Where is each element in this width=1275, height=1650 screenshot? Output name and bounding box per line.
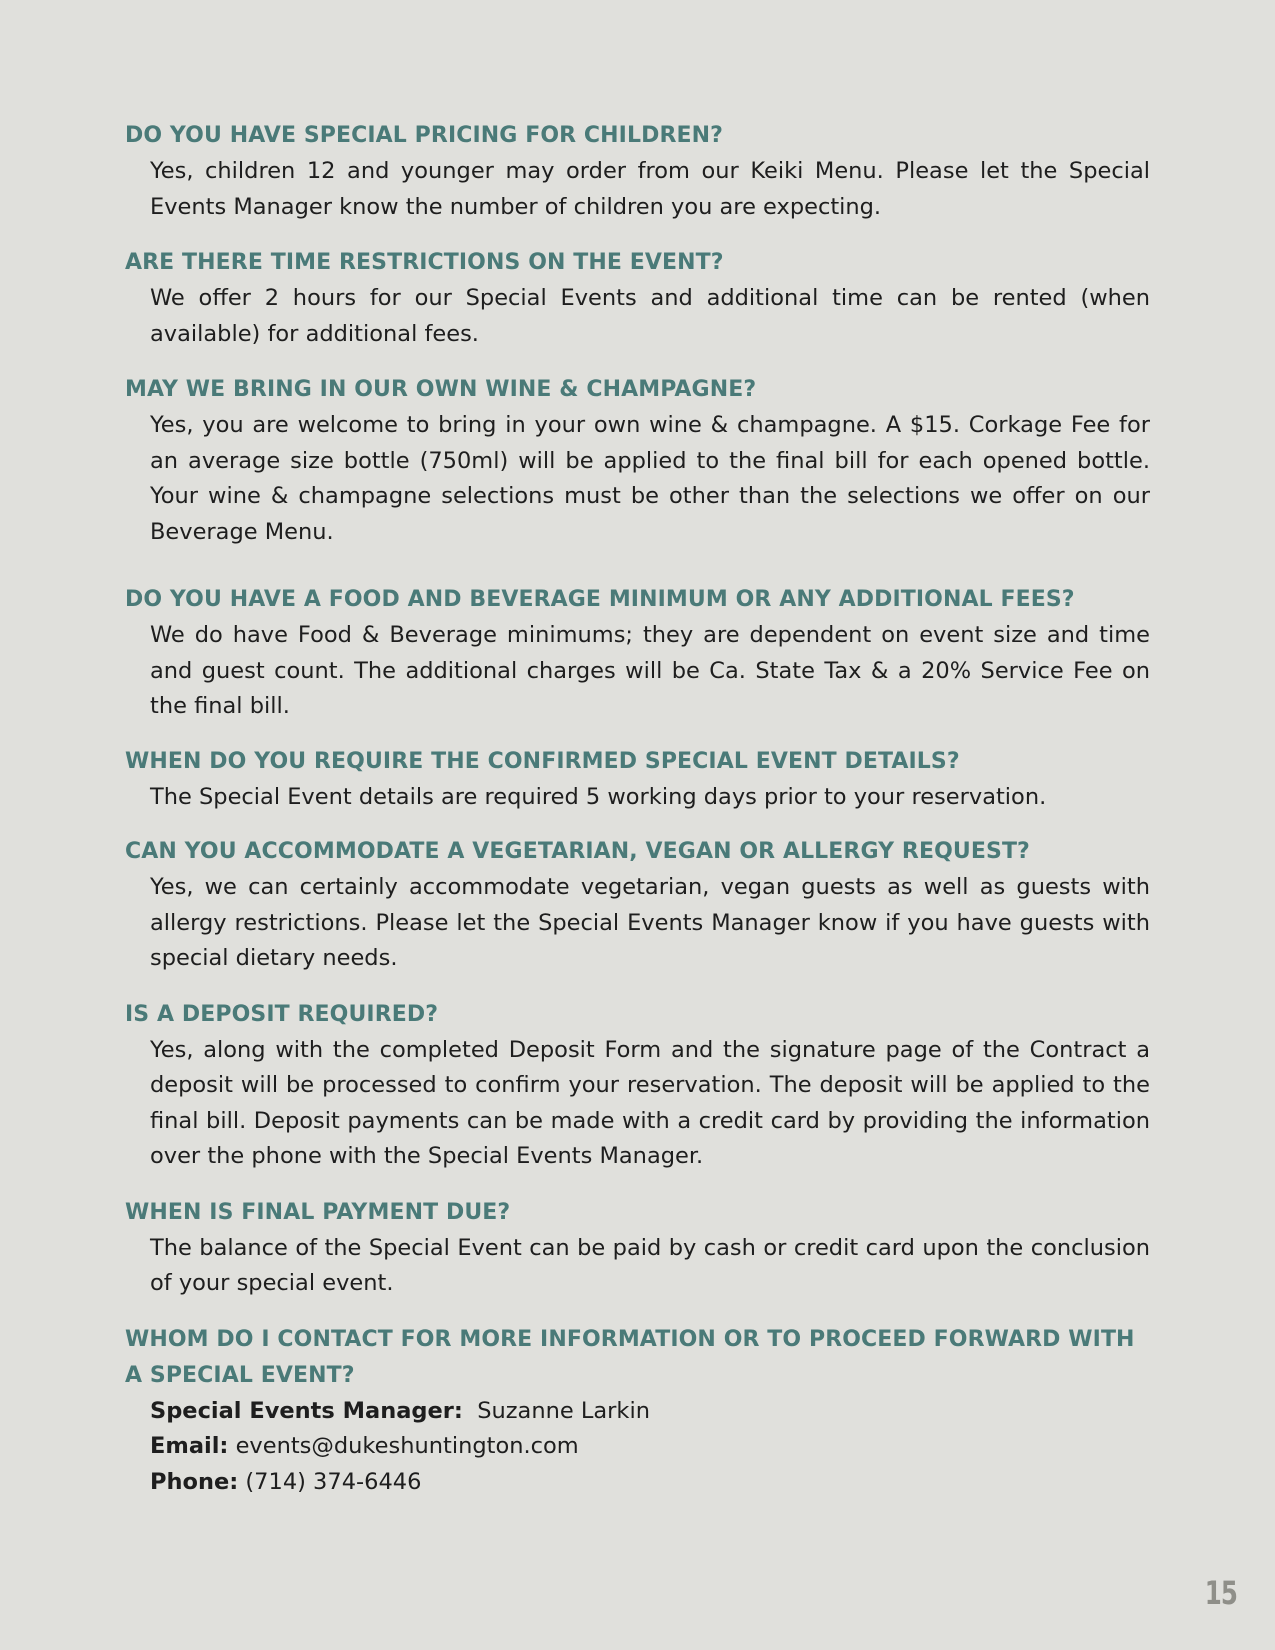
faq-contact [125,1322,1150,1501]
contact-manager [150,1394,1150,1430]
faq-question: WHEN DO YOU REQUIRE THE CONFIRMED SPECIAL EVENT DETAILS? [125,748,960,774]
faq-food-beverage-minimum [125,582,1150,725]
contact-manager-label: Special Events Manager: [150,1397,463,1424]
contact-phone [150,1465,1150,1501]
faq-own-wine [125,372,1150,550]
faq-question: DO YOU HAVE SPECIAL PRICING FOR CHILDREN? [125,123,723,148]
contact-email [150,1429,1150,1465]
faq-answer: Yes, you are welcome to bring in your own wine & champagne. A $15. Corkage Fee for an average size bottle (750ml) will be applied to the final bill for each opened bottle. Your wine & champagne selections must be other than the selections we offer on our Beverage Menu. [150,412,1150,545]
contact-phone-number[interactable]: (714) 374-6446 [245,1468,422,1495]
faq-answer: The balance of the Special Event can be paid by cash or credit card upon the conclusion of your special event. [150,1234,1150,1296]
faq-answer: Yes, along with the completed Deposit Form and the signature page of the Contract a deposit will be processed to confirm your reservation. The deposit will be applied to the final bill. Deposit payments can be made with a credit card by providing the information over the phone with the Special Events Manager. [150,1036,1150,1169]
contact-email-label: Email: [150,1433,229,1459]
faq-page [125,118,1150,1500]
contact-phone-label: Phone: [150,1468,239,1495]
faq-answer: Yes, children 12 and younger may order from our Keiki Menu. Please let the Special Events Manager know the number of children you are expecting. [150,158,1150,220]
faq-deposit [125,997,1150,1175]
faq-children-pricing [125,118,1150,225]
faq-question: ARE THERE TIME RESTRICTIONS ON THE EVENT? [125,250,724,275]
faq-question: IS A DEPOSIT REQUIRED? [125,1001,439,1027]
contact-email-address[interactable]: events@dukeshuntington.com [235,1433,579,1459]
faq-question: WHEN IS FINAL PAYMENT DUE? [125,1199,511,1225]
faq-final-payment [125,1195,1150,1302]
faq-answer: The Special Event details are required 5 working days prior to your reservation. [150,783,1047,810]
faq-question: CAN YOU ACCOMMODATE A VEGETARIAN, VEGAN OR ALLERGY REQUEST? [125,839,1030,864]
faq-time-restrictions [125,245,1150,352]
faq-event-details-deadline [125,744,1150,816]
faq-dietary-requests [125,834,1150,977]
contact-manager-name: Suzanne Larkin [477,1397,650,1424]
faq-question: DO YOU HAVE A FOOD AND BEVERAGE MINIMUM OR ANY ADDITIONAL FEES? [125,587,1075,612]
page-number: 15 [1204,1574,1237,1612]
faq-answer: Yes, we can certainly accommodate vegetarian, vegan guests as well as guests with allergy restrictions. Please let the Special Events Manager know if you have guests with special dietary needs. [150,874,1150,971]
faq-question: WHOM DO I CONTACT FOR MORE INFORMATION OR TO PROCEED FORWARD WITH A SPECIAL EVENT? [125,1326,1135,1388]
faq-question: MAY WE BRING IN OUR OWN WINE & CHAMPAGNE? [125,377,757,402]
faq-answer: We offer 2 hours for our Special Events and additional time can be rented (when available) for additional fees. [150,285,1150,347]
faq-answer: We do have Food & Beverage minimums; they are dependent on event size and time and guest count. The additional charges will be Ca. State Tax & a 20% Service Fee on the final bill. [150,622,1150,719]
